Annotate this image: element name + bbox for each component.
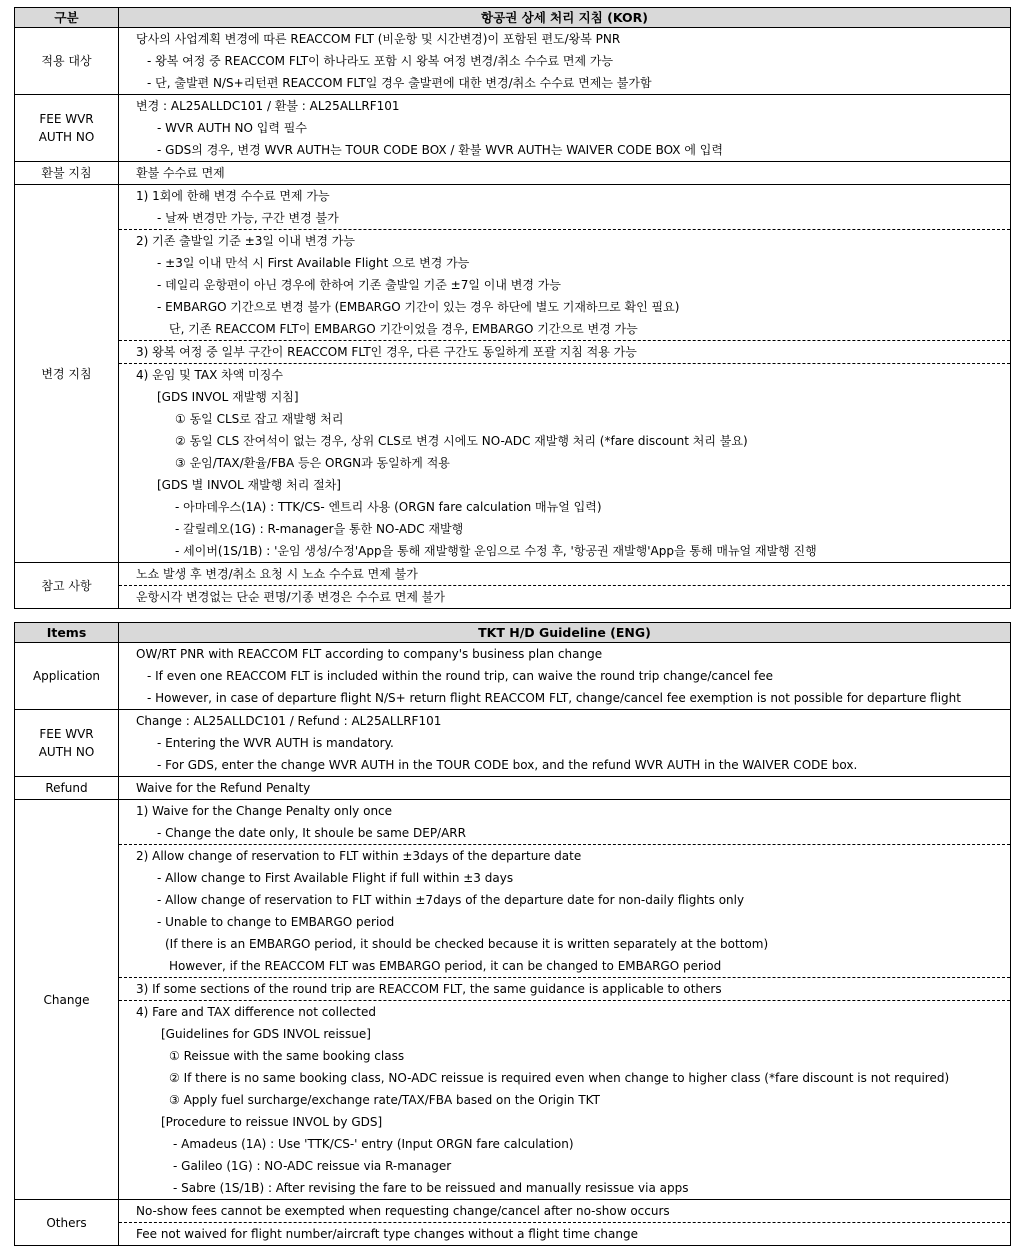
kor-others-line: 노쇼 발생 후 변경/취소 요청 시 노쇼 수수료 면제 불가 [136, 567, 418, 581]
eng-change-block-4 [119, 1000, 1010, 1199]
eng-fee-row [15, 710, 1011, 777]
eng-change-line: However, if the REACCOM FLT was EMBARGO period, it can be changed to EMBARGO period [169, 959, 722, 973]
kor-application-line: 당사의 사업계획 변경에 따른 REACCOM FLT (비운항 및 시간변경)이 포함된 편도/왕복 PNR [136, 32, 621, 46]
eng-change-line: - Allow change of reservation to FLT within ±7days of the departure date for non-daily flights only [157, 893, 745, 907]
eng-fee-label [15, 710, 119, 777]
eng-change-line: 1) Waive for the Change Penalty only once [136, 804, 393, 818]
eng-change-block-1 [119, 800, 1010, 844]
eng-fee-label-line2: AUTH NO [38, 745, 95, 759]
eng-change-line: [Procedure to reissue INVOL by GDS] [161, 1115, 383, 1129]
kor-change-row [15, 185, 1011, 563]
kor-fee-label-line2: AUTH NO [38, 130, 95, 144]
eng-application-line: - If even one REACCOM FLT is included within the round trip, can waive the round trip change/cancel fee [147, 669, 774, 683]
eng-others-label: Others [15, 1200, 119, 1246]
kor-change-block-4 [119, 363, 1010, 562]
eng-change-line: ③ Apply fuel surcharge/exchange rate/TAX/FBA based on the Origin TKT [169, 1093, 600, 1107]
kor-application-row [15, 28, 1011, 95]
eng-fee-line: Change : AL25ALLDC101 / Refund : AL25ALLRF101 [136, 714, 442, 728]
eng-header-category: Items [15, 623, 119, 643]
eng-guideline-table [14, 622, 1011, 1246]
kor-refund-row [15, 162, 1011, 185]
eng-change-line: [Guidelines for GDS INVOL reissue] [161, 1027, 371, 1041]
eng-fee-line: - Entering the WVR AUTH is mandatory. [157, 736, 394, 750]
eng-others-line: No-show fees cannot be exempted when requesting change/cancel after no-show occurs [136, 1204, 670, 1218]
kor-change-line: ① 동일 CLS로 잡고 재발행 처리 [175, 412, 344, 426]
kor-fee-row [15, 95, 1011, 162]
kor-change-line: 4) 운임 및 TAX 차액 미징수 [136, 368, 283, 382]
eng-change-line: 2) Allow change of reservation to FLT within ±3days of the departure date [136, 849, 582, 863]
kor-change-line: - EMBARGO 기간으로 변경 불가 (EMBARGO 기간이 있는 경우 하단에 별도 기재하므로 확인 필요) [157, 300, 680, 314]
eng-change-block-2 [119, 844, 1010, 977]
kor-change-line: - 날짜 변경만 가능, 구간 변경 불가 [157, 211, 339, 225]
eng-change-line: - Change the date only, It shoule be same DEP/ARR [157, 826, 466, 840]
kor-fee-label-line1: FEE WVR [39, 112, 94, 126]
kor-change-line: 3) 왕복 여정 중 일부 구간이 REACCOM FLT인 경우, 다른 구간도 동일하게 포괄 지침 적용 가능 [136, 345, 637, 359]
eng-change-line: 4) Fare and TAX difference not collected [136, 1005, 376, 1019]
eng-change-label: Change [15, 800, 119, 1200]
kor-application-line: - 왕복 여정 중 REACCOM FLT이 하나라도 포함 시 왕복 여정 변경/취소 수수료 면제 가능 [147, 54, 614, 68]
eng-change-line: - Amadeus (1A) : Use 'TTK/CS-' entry (Input ORGN fare calculation) [173, 1137, 574, 1151]
kor-change-label: 변경 지침 [15, 185, 119, 563]
kor-change-line: ③ 운임/TAX/환율/FBA 등은 ORGN과 동일하게 적용 [175, 456, 450, 470]
eng-change-block-3 [119, 977, 1010, 1000]
kor-refund-line: 환불 수수료 면제 [136, 166, 225, 180]
kor-change-line: ② 동일 CLS 잔여석이 없는 경우, 상위 CLS로 변경 시에도 NO-ADC 재발행 처리 (*fare discount 처리 불요) [175, 434, 748, 448]
kor-change-line: 2) 기존 출발일 기준 ±3일 이내 변경 가능 [136, 234, 355, 248]
kor-others-line: 운항시각 변경없는 단순 편명/기종 변경은 수수료 면제 불가 [136, 590, 445, 604]
kor-refund-label: 환불 지침 [15, 162, 119, 185]
eng-refund-row [15, 777, 1011, 800]
eng-fee-label-line1: FEE WVR [39, 727, 94, 741]
kor-fee-label [15, 95, 119, 162]
eng-change-line: 3) If some sections of the round trip are REACCOM FLT, the same guidance is applicable to others [136, 982, 722, 996]
kor-header-row [15, 8, 1011, 28]
eng-change-line: - Allow change to First Available Flight if full within ±3 days [157, 871, 514, 885]
kor-application-label: 적용 대상 [15, 28, 119, 95]
kor-change-block-3 [119, 340, 1010, 363]
kor-fee-line: - WVR AUTH NO 입력 필수 [157, 121, 307, 135]
kor-change-line: [GDS 별 INVOL 재발행 처리 절차] [157, 478, 341, 492]
eng-change-line: - Sabre (1S/1B) : After revising the fare to be reissued and manually resissue via apps [173, 1181, 689, 1195]
kor-fee-line: - GDS의 경우, 변경 WVR AUTH는 TOUR CODE BOX / 환불 WVR AUTH는 WAIVER CODE BOX 에 입력 [157, 143, 723, 157]
kor-change-line: - 갈릴레오(1G) : R-manager을 통한 NO-ADC 재발행 [175, 522, 464, 536]
kor-change-block-2 [119, 229, 1010, 340]
eng-others-line: Fee not waived for flight number/aircraft type changes without a flight time change [136, 1227, 638, 1241]
kor-change-line: - 데일리 운항편이 아닌 경우에 한하여 기존 출발일 기준 ±7일 이내 변경 가능 [157, 278, 561, 292]
eng-change-row [15, 800, 1011, 1200]
eng-change-line: ② If there is no same booking class, NO-ADC reissue is required even when change to higher class (*fare discount is not required) [169, 1071, 950, 1085]
kor-application-line: - 단, 출발편 N/S+리턴편 REACCOM FLT일 경우 출발편에 대한 변경/취소 수수료 면제는 불가함 [147, 76, 652, 90]
eng-application-line: - However, in case of departure flight N/S+ return flight REACCOM FLT, change/cancel fee exemption is not possible for departure flight [147, 691, 961, 705]
kor-others-label: 참고 사항 [15, 563, 119, 609]
kor-change-line: - ±3일 이내 만석 시 First Available Flight 으로 변경 가능 [157, 256, 470, 270]
eng-change-line: ① Reissue with the same booking class [169, 1049, 405, 1063]
kor-change-line: - 아마데우스(1A) : TTK/CS- 엔트리 사용 (ORGN fare calculation 매뉴얼 입력) [175, 500, 602, 514]
eng-application-label: Application [15, 643, 119, 710]
eng-header-title: TKT H/D Guideline (ENG) [119, 623, 1011, 643]
kor-header-title: 항공권 상세 처리 지침 (KOR) [119, 8, 1011, 28]
eng-refund-line: Waive for the Refund Penalty [136, 781, 311, 795]
eng-fee-line: - For GDS, enter the change WVR AUTH in the TOUR CODE box, and the refund WVR AUTH in the WAIVER CODE box. [157, 758, 858, 772]
eng-change-line: - Galileo (1G) : NO-ADC reissue via R-manager [173, 1159, 452, 1173]
kor-guideline-table [14, 7, 1011, 609]
kor-header-category: 구분 [15, 8, 119, 28]
kor-change-line: - 세이버(1S/1B) : '운임 생성/수정'App을 통해 재발행할 운임으로 수정 후, '항공권 재발행'App을 통해 매뉴얼 재발행 진행 [175, 544, 817, 558]
eng-application-line: OW/RT PNR with REACCOM FLT according to company's business plan change [136, 647, 603, 661]
eng-refund-label: Refund [15, 777, 119, 800]
kor-change-line: [GDS INVOL 재발행 지침] [157, 390, 299, 404]
kor-others-row [15, 563, 1011, 609]
kor-fee-line: 변경 : AL25ALLDC101 / 환불 : AL25ALLRF101 [136, 99, 400, 113]
eng-change-line: - Unable to change to EMBARGO period [157, 915, 395, 929]
eng-application-row [15, 643, 1011, 710]
eng-others-row [15, 1200, 1011, 1246]
kor-change-line: 1) 1회에 한해 변경 수수료 면제 가능 [136, 189, 330, 203]
eng-header-row [15, 623, 1011, 643]
kor-change-line: 단, 기존 REACCOM FLT이 EMBARGO 기간이었을 경우, EMBARGO 기간으로 변경 가능 [169, 322, 638, 336]
kor-change-block-1 [119, 185, 1010, 229]
eng-change-line: (If there is an EMBARGO period, it should be checked because it is written separately at the bottom) [165, 937, 769, 951]
